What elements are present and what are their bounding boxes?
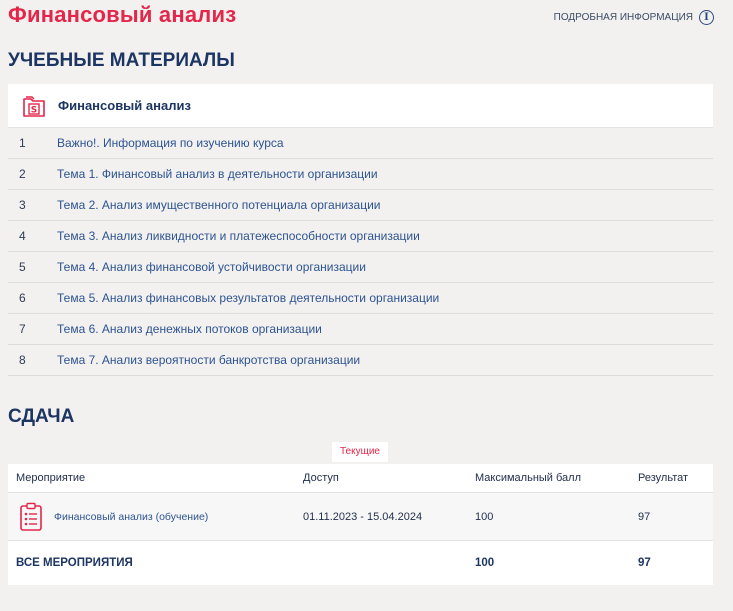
total-access-cell <box>303 541 475 585</box>
column-header-result[interactable]: Результат <box>638 464 713 493</box>
topic-number: 2 <box>19 167 26 181</box>
topic-row[interactable] <box>8 314 713 345</box>
total-label: ВСЕ МЕРОПРИЯТИЯ <box>16 556 133 569</box>
folder-s-icon <box>21 93 47 119</box>
topic-link[interactable]: Тема 5. Анализ финансовых результатов деятельности организации <box>57 291 440 305</box>
total-max-score: 100 <box>475 556 495 569</box>
topic-row[interactable] <box>8 190 713 221</box>
column-header-max-score[interactable]: Максимальный балл <box>475 464 638 493</box>
page-title: Финансовый анализ <box>8 2 237 27</box>
info-icon[interactable]: I <box>699 10 714 25</box>
tab-current[interactable]: Текущие <box>332 442 388 462</box>
topic-link[interactable]: Тема 6. Анализ денежных потоков организации <box>57 322 322 336</box>
column-header-event[interactable]: Мероприятие <box>8 464 303 493</box>
topic-link[interactable]: Тема 2. Анализ имущественного потенциала организации <box>57 198 381 212</box>
events-table <box>8 464 713 585</box>
clipboard-list-icon <box>19 502 43 532</box>
topic-number: 7 <box>19 322 26 336</box>
topic-number: 1 <box>19 136 26 150</box>
more-info-label: ПОДРОБНАЯ ИНФОРМАЦИЯ <box>553 12 693 23</box>
column-header-access[interactable]: Доступ <box>303 464 475 493</box>
access-cell: 01.11.2023 - 15.04.2024 <box>303 510 423 523</box>
topic-number: 3 <box>19 198 26 212</box>
result-cell: 97 <box>638 510 651 523</box>
topic-row[interactable] <box>8 345 713 376</box>
topic-link[interactable]: Важно!. Информация по изучению курса <box>57 136 284 150</box>
topic-row[interactable] <box>8 159 713 190</box>
table-header-row <box>8 464 713 493</box>
topic-number: 8 <box>19 353 26 367</box>
materials-list <box>8 84 713 376</box>
max-score-cell: 100 <box>475 510 494 523</box>
total-row <box>8 541 713 585</box>
topic-row[interactable] <box>8 252 713 283</box>
course-header-title: Финансовый анализ <box>58 98 191 113</box>
event-cell <box>8 493 303 541</box>
topic-link[interactable]: Тема 4. Анализ финансовой устойчивости организации <box>57 260 366 274</box>
submission-heading: СДАЧА <box>8 406 75 427</box>
more-info-link[interactable] <box>554 10 714 25</box>
table-row[interactable] <box>8 493 713 541</box>
topic-link[interactable]: Тема 1. Финансовый анализ в деятельности организации <box>57 167 378 181</box>
svg-text:S: S <box>30 105 38 115</box>
event-link[interactable]: Финансовый анализ (обучение) <box>54 510 209 523</box>
total-result: 97 <box>638 556 651 569</box>
topic-row[interactable] <box>8 128 713 159</box>
topic-link[interactable]: Тема 3. Анализ ликвидности и платежеспособности организации <box>57 229 420 243</box>
materials-heading: УЧЕБНЫЕ МАТЕРИАЛЫ <box>8 50 235 71</box>
course-header[interactable] <box>8 84 713 128</box>
topic-number: 5 <box>19 260 26 274</box>
topic-row[interactable] <box>8 283 713 314</box>
topic-link[interactable]: Тема 7. Анализ вероятности банкротства организации <box>57 353 361 367</box>
topic-number: 4 <box>19 229 26 243</box>
topic-row[interactable] <box>8 221 713 252</box>
topic-number: 6 <box>19 291 26 305</box>
